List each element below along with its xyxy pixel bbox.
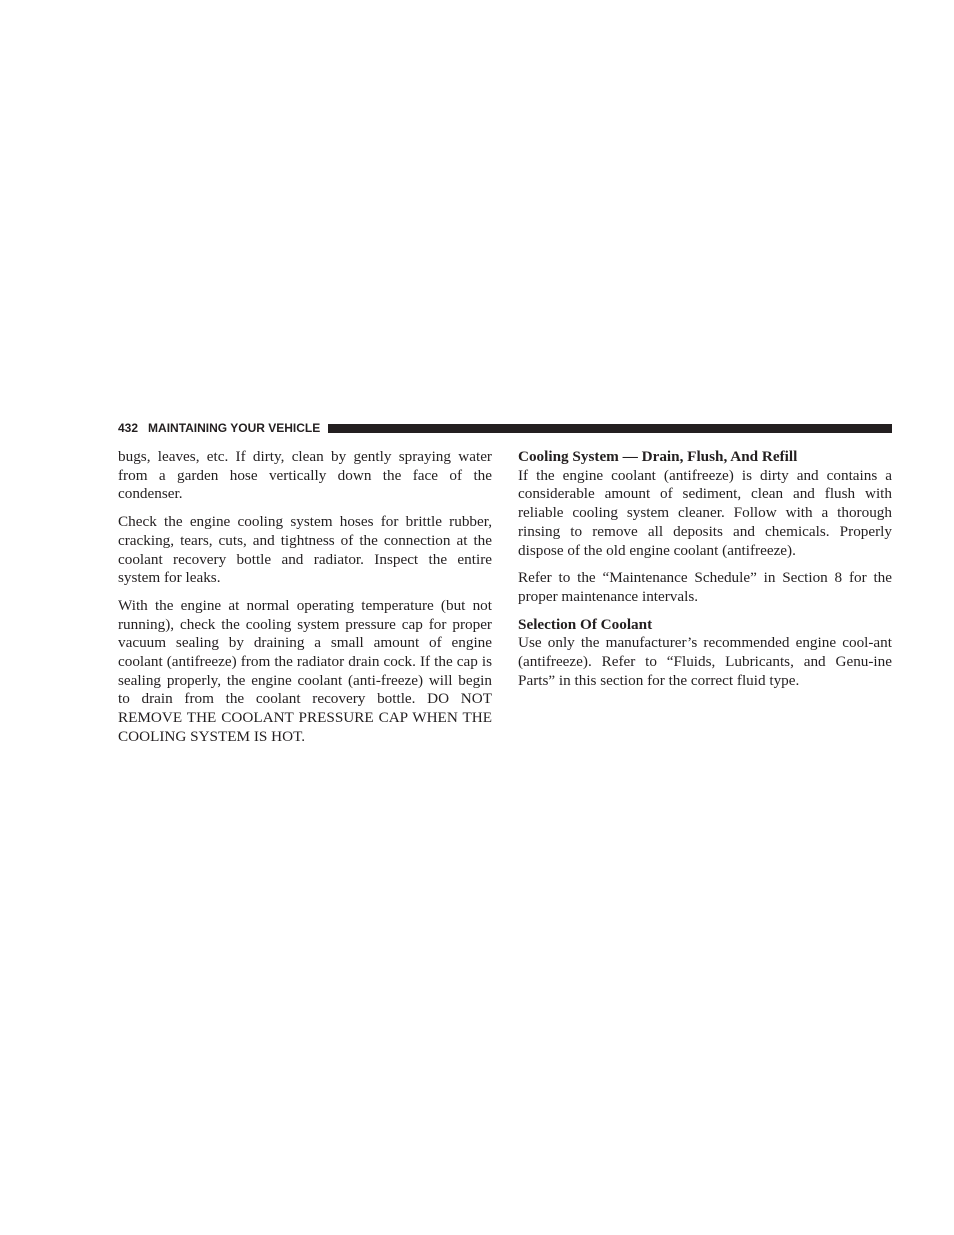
drain-flush-heading: Cooling System — Drain, Flush, And Refill [518,448,798,465]
section-title: MAINTAINING YOUR VEHICLE [148,421,321,435]
page-number: 432 [118,421,139,435]
selection-of-coolant-heading: Selection Of Coolant [518,615,653,633]
left-column [118,448,492,756]
selection-of-coolant-paragraph: Use only the manufacturer’s recommended engine cool-ant (antifreeze). Refer to “Fluids, Lubricants, and Genu-ine Parts” in this section for the correct fluid type. [518,634,892,689]
hoses-paragraph: Check the engine cooling system hoses for brittle rubber, cracking, tears, cuts, and tightness of the connection at the coolant recovery bottle and radiator. Inspect the entire system for leaks. [118,513,492,587]
drain-flush-paragraph: If the engine coolant (antifreeze) is dirty and contains a considerable amount of sediment, clean and flush with reliable cooling system cleaner. Follow with a thorough rinsing to remove all deposits and chemicals. Properly dispose of the old engine coolant (antifreeze). [518,466,892,559]
pressure-cap-paragraph: With the engine at normal operating temperature (but not running), check the cooling system pressure cap for proper vacuum sealing by draining a small amount of engine coolant (antifreeze) from the radiator drain cock. If the cap is sealing properly, the engine coolant (anti-freeze) will begin to drain from the coolant recovery bottle. DO NOT REMOVE THE COOLANT PRESSURE CAP WHEN THE COOLING SYSTEM IS HOT. [118,596,492,745]
condenser-paragraph: bugs, leaves, etc. If dirty, clean by gently spraying water from a garden hose vertically down the face of the condenser. [118,448,492,503]
page-header [118,419,892,437]
header-rule [328,424,892,433]
maintenance-schedule-paragraph: Refer to the “Maintenance Schedule” in Section 8 for the proper maintenance intervals. [518,569,892,605]
right-column [518,448,892,699]
